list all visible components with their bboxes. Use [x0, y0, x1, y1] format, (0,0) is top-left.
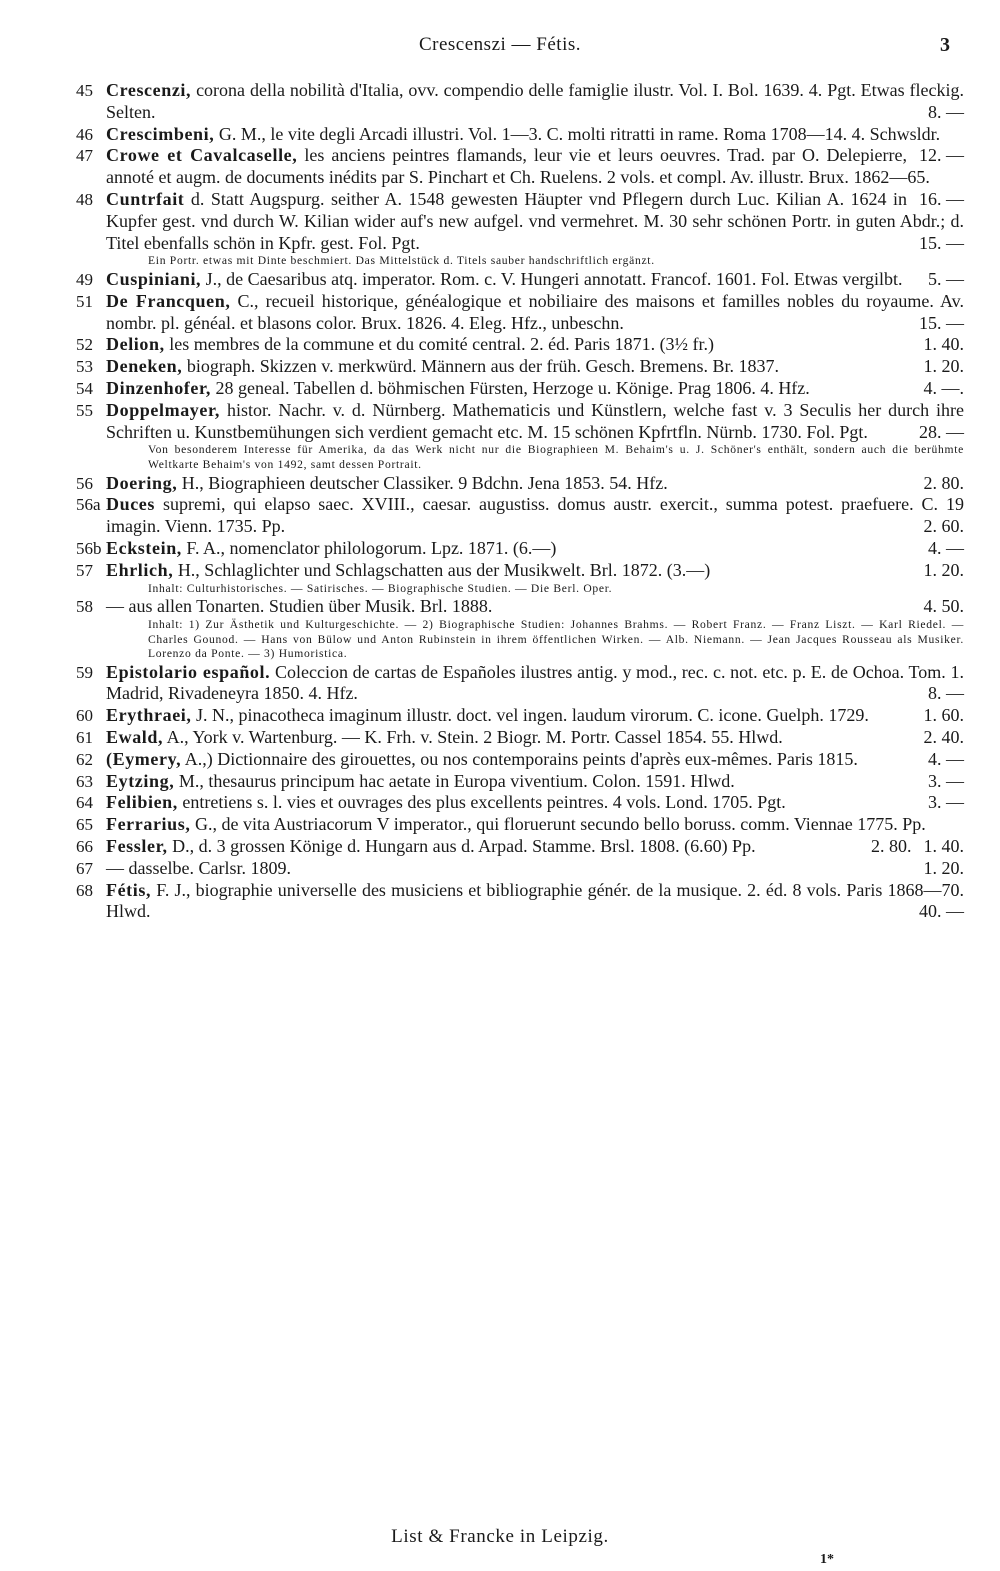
entry-author: Crowe et Cavalcaselle,: [106, 145, 298, 166]
entry-body: [106, 538, 964, 560]
entry-number: 56b: [76, 538, 102, 558]
entry-author: (Eymery,: [106, 748, 182, 769]
entry-price: 40. —: [919, 901, 964, 922]
entry-body: [106, 727, 964, 749]
entry-description: H., Biographieen deutscher Classiker. 9 Bdchn. Jena 1853. 54. Hfz.: [181, 472, 668, 493]
catalog-entry: [76, 473, 964, 495]
entry-description: corona della nobilità d'Italia, ovv. compendio delle famiglie ilustr. Vol. I. Bol. 1639. 4. Pgt. Etwas fleckig. Selten.: [106, 80, 964, 122]
entry-number: 56: [76, 473, 93, 493]
entry-price: 2. 40.: [923, 727, 964, 748]
entry-description: 28 geneal. Tabellen d. böhmischen Fürsten, Herzoge u. Könige. Prag 1806. 4. Hfz.: [215, 377, 810, 398]
catalog-entry: [76, 880, 964, 924]
entry-price: 16. —: [919, 188, 964, 209]
entry-number: 63: [76, 771, 93, 791]
catalog-entry: [76, 80, 964, 124]
entry-price: 15. —: [919, 312, 964, 333]
entry-description: A., York v. Wartenburg. — K. Frh. v. Stein. 2 Biogr. M. Portr. Cassel 1854. 55. Hlwd.: [166, 727, 783, 748]
catalog-entry: [76, 596, 964, 662]
entry-author: Crescenzi,: [106, 80, 192, 100]
entry-price: 3. —: [928, 770, 964, 791]
entry-price: 4. —: [928, 748, 964, 769]
entry-price: 2. 60.: [923, 516, 964, 537]
entry-note: Inhalt: Culturhistorisches. — Satirisches. — Biographische Studien. — Die Berl. Oper.: [148, 581, 613, 595]
entry-number: 56a: [76, 495, 101, 515]
entry-description: G. M., le vite degli Arcadi illustri. Vol. 1—3. C. molti ritratti in rame. Roma 1708—14. 4. Schwsldr.: [218, 123, 941, 144]
entry-author: Ehrlich,: [106, 559, 174, 580]
entry-number: 60: [76, 706, 93, 726]
entry-body: [106, 378, 964, 400]
entry-number: 58: [76, 597, 93, 617]
entry-body: [106, 880, 964, 924]
entry-description: supremi, qui elapso saec. XVIII., caesar. augustiss. domus austr. exercit., summa potest. praefuere. C. 19 imagin. Vienn. 1735. Pp.: [106, 494, 964, 537]
entry-number: 59: [76, 662, 93, 682]
entry-number: 52: [76, 335, 93, 355]
catalog-entry: [76, 378, 964, 400]
entry-price: 8. —: [928, 101, 964, 122]
entry-description: les anciens peintres flamands, leur vie et leurs oeuvres. Trad. par O. Delepierre, annoté et augm. de documents inédits par S. Pinchart et Ch. Ruelens. 2 vols. et compl. Av. illustr. Brux. 1862—65.: [106, 145, 930, 188]
entry-number: 47: [76, 146, 93, 166]
entry-price: 2. 80.: [871, 836, 912, 857]
entry-body: [106, 494, 964, 538]
entry-number: 55: [76, 400, 93, 420]
entry-body: [106, 334, 964, 356]
entry-body: [106, 291, 964, 335]
entry-author: De Francquen,: [106, 290, 231, 311]
catalog-entries: [76, 80, 964, 923]
entry-number: 49: [76, 269, 93, 289]
entry-author: Duces: [106, 494, 155, 515]
entry-author: Deneken,: [106, 356, 183, 377]
entry-note: Inhalt: 1) Zur Ästhetik und Kulturgeschichte. — 2) Biographische Studien: Johannes Brahms. — Robert Franz. — Franz Liszt. — Karl Riedel. — Charles Gounod. — Hans von Bülow und Anton Rubinstein in ihrem öffentlichen Wirken. — Alb. Niemann. — Jean Jacques Rousseau als Musiker. Lorenzo da Ponte. — 3) Humoristica.: [148, 617, 964, 661]
entry-price: 1. 40.: [923, 836, 964, 857]
entry-body: [106, 792, 964, 814]
entry-author: Cuntrfait: [106, 188, 185, 209]
entry-price: 28. —: [919, 421, 964, 442]
catalog-entry: [76, 494, 964, 538]
signature-mark: 1*: [820, 1552, 834, 1567]
entry-body: [106, 749, 964, 771]
catalog-entry: [76, 334, 964, 356]
entry-description: biograph. Skizzen v. merkwürd. Männern aus der früh. Gesch. Bremens. Br. 1837.: [186, 356, 780, 377]
entry-body: [106, 560, 964, 582]
entry-number: 64: [76, 793, 93, 813]
entry-price: 15. —: [919, 232, 964, 253]
entry-body: [106, 473, 964, 495]
catalog-entry: [76, 189, 964, 269]
entry-note: Von besonderem Interesse für Amerika, da das Werk nicht nur die Biographieen M. Behaim's u. J. Schöner's enthält, sondern auch die berühmte Weltkarte Behaim's von 1492, samt dessen Portrait.: [148, 443, 964, 471]
entry-price: 4. 50.: [923, 596, 964, 617]
catalog-entry: [76, 538, 964, 560]
entry-author: Felibien,: [106, 792, 178, 813]
entry-number: 68: [76, 880, 93, 900]
entry-number: 53: [76, 357, 93, 377]
entry-body: [106, 836, 964, 858]
entry-author: Dinzenhofer,: [106, 377, 212, 398]
entry-number: 54: [76, 378, 93, 398]
entry-body: [106, 189, 964, 254]
entry-body: [106, 596, 964, 618]
entry-description: J., de Caesaribus atq. imperator. Rom. c. V. Hungeri annotatt. Francof. 1601. Fol. Etwas vergilbt.: [205, 268, 903, 289]
entry-number: 46: [76, 124, 93, 144]
entry-body: [106, 858, 964, 880]
entry-number: 57: [76, 560, 93, 580]
entry-author: Fétis,: [106, 879, 152, 900]
catalog-entry: [76, 560, 964, 596]
entry-body: [106, 356, 964, 378]
entry-author: Delion,: [106, 334, 165, 355]
entry-number: 62: [76, 749, 93, 769]
entry-number: 51: [76, 291, 93, 311]
entry-description: histor. Nachr. v. d. Nürnberg. Mathematicis und Künstlern, welche fast v. 3 Seculis her durch ihre Schriften u. Kunstbemühungen sich verdient gemacht etc. M. 15 schönen Kpfrtfln. Nürnb. 1730. Fol. Pgt.: [106, 399, 965, 442]
entry-body: [106, 400, 964, 444]
entry-body: [106, 80, 964, 124]
entry-description: Coleccion de cartas de Españoles ilustres antig. y mod., rec. c. not. etc. p. E. de Ochoa. Tom. 1. Madrid, Rivadeneyra 1850. 4. Hfz.: [106, 661, 965, 704]
entry-note: Ein Portr. etwas mit Dinte beschmiert. Das Mittelstück d. Titels sauber handschriftlich ergänzt.: [148, 254, 655, 268]
entry-description: H., Schlaglichter und Schlagschatten aus der Musikwelt. Brl. 1872. (3.—): [177, 559, 711, 580]
catalog-entry: [76, 291, 964, 335]
catalog-entry: [76, 705, 964, 727]
entry-author: Ferrarius,: [106, 814, 191, 835]
entry-body: [106, 771, 964, 793]
entry-description: J. N., pinacotheca imaginum illustr. doct. vel ingen. laudum virorum. C. icone. Guelph. 1729.: [195, 705, 869, 726]
entry-body: [106, 662, 964, 706]
entry-price: 8. —: [928, 683, 964, 704]
entry-price: 2. 80.: [923, 472, 964, 493]
catalog-entry: [76, 662, 964, 706]
entry-description: F. A., nomenclator philologorum. Lpz. 1871. (6.—): [186, 537, 557, 558]
entry-description: G., de vita Austriacorum V imperator., qui floruerunt secundo bello boruss. comm. Viennae 1775. Pp.: [194, 814, 926, 835]
entry-price: 1. 20.: [923, 356, 964, 377]
entry-price: 3. —: [928, 792, 964, 813]
entry-price: 12. —: [919, 145, 964, 166]
catalog-entry: [76, 771, 964, 793]
entry-description: F. J., biographie universelle des musiciens et bibliographie génér. de la musique. 2. éd. 8 vols. Paris 1868—70. Hlwd.: [106, 879, 965, 922]
running-title: Crescenszi — Fétis.: [418, 34, 581, 55]
entry-author: Eytzing,: [106, 770, 175, 791]
entry-description: d. Statt Augspurg. seither A. 1548 gewesten Häupter vnd Pflegern durch Luc. Kilian A. 1624 in Kupfer gest. vnd durch W. Kilian wider auf's new aufgel. vnd vermehret. M. 30 sehr schönen Portr. in guten Abdr.; d. Titel ebenfalls schön in Kpfr. gest. Fol. Pgt.: [106, 188, 964, 253]
entry-number: 66: [76, 837, 93, 857]
catalog-entry: [76, 792, 964, 814]
entry-author: Erythraei,: [106, 705, 192, 726]
entry-author: Fessler,: [106, 836, 168, 857]
page-number: 3: [940, 34, 950, 56]
entry-description: C., recueil historique, généalogique et nobiliaire des maisons et familles nobles du royaume. Av. nombr. pl. généal. et blasons color. Brux. 1826. 4. Eleg. Hfz., unbeschn.: [106, 290, 964, 333]
entry-author: Ewald,: [106, 727, 164, 748]
entry-description: — dasselbe. Carlsr. 1809.: [106, 857, 291, 878]
catalog-entry: [76, 356, 964, 378]
catalog-entry: [76, 269, 964, 291]
entry-description: M., thesaurus principum hac aetate in Europa viventium. Colon. 1591. Hlwd.: [178, 770, 735, 791]
entry-number: 61: [76, 728, 93, 748]
catalog-entry: [76, 727, 964, 749]
entry-author: Epistolario español.: [106, 661, 271, 682]
entry-price: 1. 20.: [923, 559, 964, 580]
entry-description: entretiens s. l. vies et ouvrages des plus excellents peintres. 4 vols. Lond. 1705. Pgt.: [182, 792, 786, 813]
entry-body: [106, 269, 964, 291]
catalog-entry: [76, 858, 964, 880]
catalog-entry: [76, 400, 964, 473]
entry-price: 4. —: [928, 537, 964, 558]
entry-body: [106, 705, 964, 727]
entry-description: les membres de la commune et du comité central. 2. éd. Paris 1871. (3½ fr.): [169, 334, 715, 355]
entry-number: 67: [76, 858, 93, 878]
catalog-entry: [76, 836, 964, 858]
entry-author: Cuspiniani,: [106, 268, 202, 289]
catalog-entry: [76, 749, 964, 771]
entry-number: 65: [76, 815, 93, 835]
entry-price: 1. 40.: [923, 334, 964, 355]
entry-author: Doering,: [106, 472, 178, 493]
entry-author: Doppelmayer,: [106, 399, 221, 420]
entry-description: A.,) Dictionnaire des girouettes, ou nos contemporains peints d'après eux-mêmes. Paris 1815.: [184, 748, 858, 769]
entry-price: 5. —: [928, 268, 964, 289]
page-header: [0, 34, 1000, 58]
publisher-footer: List & Francke in Leipzig.: [391, 1526, 609, 1547]
entry-author: Crescimbeni,: [106, 123, 215, 144]
entry-price: 1. 20.: [923, 857, 964, 878]
entry-number: 45: [76, 81, 93, 100]
entry-price: 4. —.: [923, 377, 964, 398]
entry-description: D., d. 3 grossen Könige d. Hungarn aus d. Arpad. Stamme. Brsl. 1808. (6.60) Pp.: [172, 836, 756, 857]
entry-author: Eckstein,: [106, 537, 182, 558]
entry-number: 48: [76, 189, 93, 209]
entry-description: — aus allen Tonarten. Studien über Musik. Brl. 1888.: [106, 596, 493, 617]
entry-price: 1. 60.: [923, 705, 964, 726]
